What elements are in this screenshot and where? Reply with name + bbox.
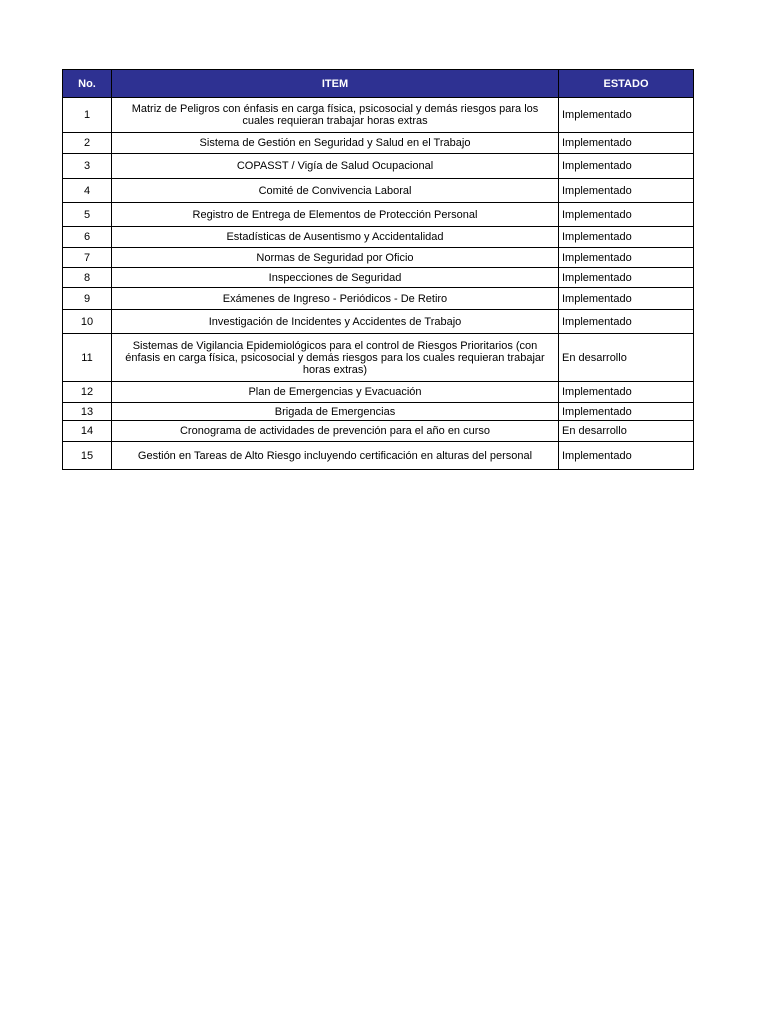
- row-estado: Implementado: [559, 310, 694, 334]
- row-item: Comité de Convivencia Laboral: [112, 179, 559, 203]
- row-number: 15: [63, 442, 112, 470]
- table-row: [63, 421, 694, 442]
- table-row: [63, 288, 694, 310]
- table-row: [63, 248, 694, 268]
- table-row: [63, 179, 694, 203]
- row-item: Normas de Seguridad por Oficio: [112, 248, 559, 268]
- row-item: Matriz de Peligros con énfasis en carga física, psicosocial y demás riesgos para los cuales requieran trabajar horas extras: [112, 98, 559, 133]
- row-number: 5: [63, 203, 112, 227]
- row-estado: Implementado: [559, 227, 694, 248]
- table-row: [63, 98, 694, 133]
- row-item: Exámenes de Ingreso - Periódicos - De Retiro: [112, 288, 559, 310]
- table-row: [63, 203, 694, 227]
- row-estado: Implementado: [559, 268, 694, 288]
- row-number: 4: [63, 179, 112, 203]
- row-estado: En desarrollo: [559, 421, 694, 442]
- row-number: 11: [63, 334, 112, 382]
- row-number: 7: [63, 248, 112, 268]
- row-item: Inspecciones de Seguridad: [112, 268, 559, 288]
- table-row: [63, 154, 694, 179]
- row-item: Sistemas de Vigilancia Epidemiológicos para el control de Riesgos Prioritarios (con énfasis en carga física, psicosocial y demás riesgos para los cuales requieran trabajar horas extras): [112, 334, 559, 382]
- row-number: 8: [63, 268, 112, 288]
- sgsst-status-table: [62, 69, 694, 470]
- row-number: 6: [63, 227, 112, 248]
- row-item: Gestión en Tareas de Alto Riesgo incluyendo certificación en alturas del personal: [112, 442, 559, 470]
- table-body: [63, 98, 694, 470]
- header-no: No.: [63, 70, 112, 98]
- table-row: [63, 227, 694, 248]
- row-item: Cronograma de actividades de prevención para el año en curso: [112, 421, 559, 442]
- table-header: [63, 70, 694, 98]
- table-row: [63, 403, 694, 421]
- row-number: 3: [63, 154, 112, 179]
- row-estado: Implementado: [559, 154, 694, 179]
- row-item: Estadísticas de Ausentismo y Accidentalidad: [112, 227, 559, 248]
- table-row: [63, 442, 694, 470]
- table-row: [63, 133, 694, 154]
- header-row: [63, 70, 694, 98]
- row-estado: En desarrollo: [559, 334, 694, 382]
- table-row: [63, 310, 694, 334]
- row-estado: Implementado: [559, 403, 694, 421]
- row-estado: Implementado: [559, 382, 694, 403]
- row-item: Brigada de Emergencias: [112, 403, 559, 421]
- row-estado: Implementado: [559, 442, 694, 470]
- row-item: Sistema de Gestión en Seguridad y Salud en el Trabajo: [112, 133, 559, 154]
- header-estado: ESTADO: [559, 70, 694, 98]
- row-estado: Implementado: [559, 133, 694, 154]
- row-estado: Implementado: [559, 203, 694, 227]
- table-row: [63, 382, 694, 403]
- row-estado: Implementado: [559, 179, 694, 203]
- row-number: 10: [63, 310, 112, 334]
- row-number: 13: [63, 403, 112, 421]
- row-estado: Implementado: [559, 248, 694, 268]
- row-number: 12: [63, 382, 112, 403]
- row-number: 9: [63, 288, 112, 310]
- row-number: 14: [63, 421, 112, 442]
- row-item: COPASST / Vigía de Salud Ocupacional: [112, 154, 559, 179]
- row-estado: Implementado: [559, 98, 694, 133]
- row-number: 2: [63, 133, 112, 154]
- row-item: Investigación de Incidentes y Accidentes de Trabajo: [112, 310, 559, 334]
- header-item: ITEM: [112, 70, 559, 98]
- row-estado: Implementado: [559, 288, 694, 310]
- table-row: [63, 334, 694, 382]
- row-item: Plan de Emergencias y Evacuación: [112, 382, 559, 403]
- row-item: Registro de Entrega de Elementos de Protección Personal: [112, 203, 559, 227]
- table-row: [63, 268, 694, 288]
- row-number: 1: [63, 98, 112, 133]
